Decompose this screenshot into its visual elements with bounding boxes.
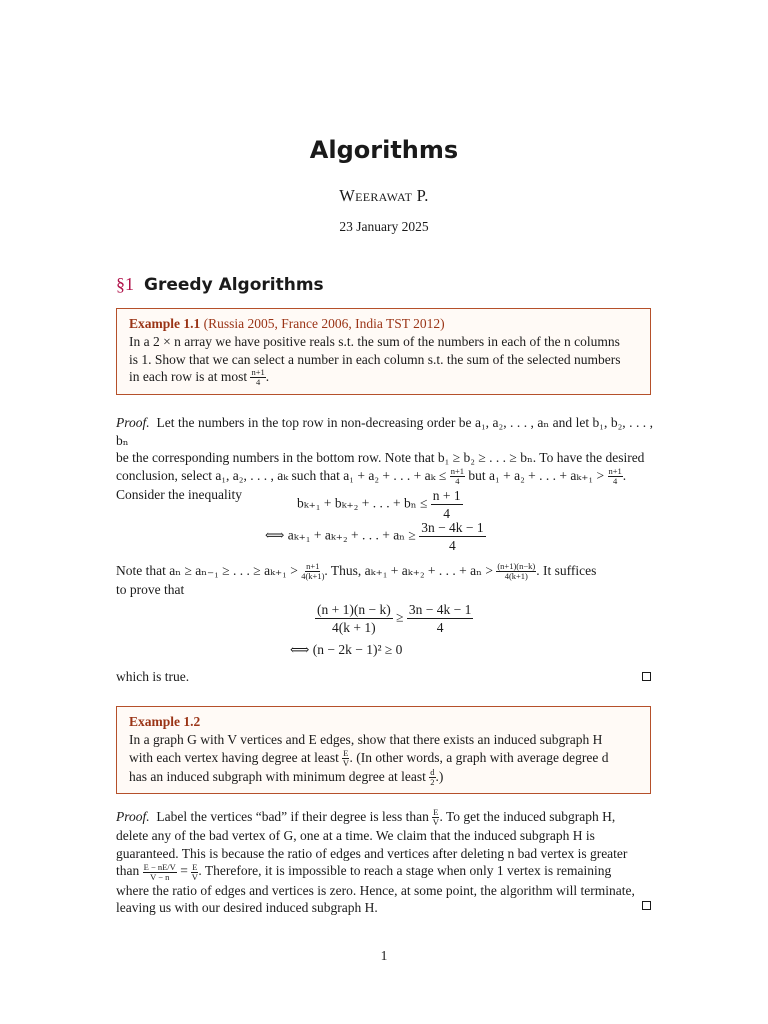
fraction: $\frac{(n + 1)(n - k)}{4(k + 1)}$ bbox=[317, 602, 391, 635]
note-line: to prove that bbox=[116, 582, 185, 598]
qed-square-icon bbox=[642, 672, 651, 681]
proof-2-text: Label the vertices “bad” if their degree is less than bbox=[156, 809, 429, 824]
fraction: $\frac{n+1}{4}$ bbox=[608, 465, 622, 486]
proof-1-line: Consider the inequality bbox=[116, 486, 242, 502]
fraction: $\frac{E}{V}$ bbox=[432, 807, 439, 828]
relation: ≥ bbox=[396, 609, 404, 625]
equation-1 bbox=[297, 488, 463, 521]
proof-1-line: be the corresponding numbers in the bottom row. Note that b₁ ≥ b₂ ≥ . . . ≥ bₙ. To have the desired bbox=[116, 450, 645, 465]
proof-2-text: . To get the induced subgraph H, bbox=[439, 809, 616, 824]
proof-2-line: leaving us with our desired induced subgraph H. bbox=[116, 900, 378, 916]
example-2-line bbox=[129, 768, 638, 787]
fraction: $\frac{d}{2}$ bbox=[430, 767, 435, 788]
section-title: Greedy Algorithms bbox=[144, 275, 324, 295]
author-name: Weerawat P. bbox=[339, 186, 429, 205]
proof-1-line bbox=[116, 414, 653, 449]
example-2-line bbox=[129, 749, 638, 768]
proof-label: Proof. bbox=[116, 415, 150, 430]
proof-2-line: delete any of the bad vertex of G, one at a time. We claim that the induced subgraph H is bbox=[116, 828, 595, 844]
example-box-2 bbox=[116, 706, 651, 794]
equation-3 bbox=[315, 602, 473, 635]
example-2-line: In a graph G with V vertices and E edges, show that there exists an induced subgraph H bbox=[129, 732, 603, 747]
fraction: $\frac{n + 1}{4}$ bbox=[432, 488, 461, 521]
note-text: Note that aₙ ≥ aₙ₋₁ ≥ . . . ≥ aₖ₊₁ > bbox=[116, 563, 298, 578]
fraction: $\frac{3n - 4k - 1}{4}$ bbox=[408, 602, 472, 635]
equation-2-lhs: ⟺ aₖ₊₁ + aₖ₊₂ + . . . + aₙ ≥ bbox=[265, 527, 416, 543]
fraction: $\frac{3n - 4k - 1}{4}$ bbox=[421, 520, 484, 553]
section-heading bbox=[116, 274, 324, 295]
example-2-label: Example 1.2 bbox=[129, 714, 201, 729]
example-1-line: is 1. Show that we can select a number in each column s.t. the sum of the selected numbers bbox=[129, 351, 621, 367]
example-box-1 bbox=[116, 308, 651, 395]
example-2-text: has an induced subgraph with minimum degree at least bbox=[129, 768, 426, 784]
example-1-line: in each row is at most $\frac{n+1}{4}$ . bbox=[129, 367, 270, 388]
proof-label: Proof. bbox=[116, 809, 150, 824]
example-1-header bbox=[129, 315, 638, 333]
proof-2-text: . Therefore, it is impossible to reach a stage when only 1 vertex is remaining bbox=[198, 863, 612, 879]
example-2-text: .) bbox=[435, 768, 444, 784]
example-2-text: . (In other words, a graph with average degree d bbox=[349, 749, 609, 765]
proof-1-text: but a₁ + a₂ + . . . + aₖ₊₁ > bbox=[468, 467, 605, 483]
proof-2-line: guaranteed. This is because the ratio of edges and vertices after deleting n bad vertex is greater bbox=[116, 845, 628, 861]
page-number: 1 bbox=[380, 948, 388, 963]
example-1-line-text: in each row is at most bbox=[129, 369, 248, 384]
proof-2-text: than bbox=[116, 863, 140, 879]
proof-1-line: conclusion, select a₁, a₂, . . . , aₖ such that a₁ + a₂ + . . . + aₖ ≤ $\frac{n+1}{4}$ but a₁ + a₂ + . . . + aₖ₊₁ > $\frac{n+1}{4}$ . bbox=[116, 465, 627, 486]
relation: = bbox=[180, 863, 188, 879]
proof-1-closing: which is true. bbox=[116, 669, 190, 684]
fraction: $\frac{n+1}{4(k+1)}$ bbox=[301, 561, 325, 582]
proof-1-text: conclusion, select a₁, a₂, . . . , aₖ such that a₁ + a₂ + . . . + aₖ ≤ bbox=[116, 467, 447, 483]
note-text: . Thus, aₖ₊₁ + aₖ₊₂ + . . . + aₙ > bbox=[324, 563, 493, 578]
proof-2-line bbox=[116, 862, 653, 881]
equation-1-lhs: bₖ₊₁ + bₖ₊₂ + . . . + bₙ ≤ bbox=[297, 495, 428, 511]
document-title: Algorithms bbox=[309, 136, 459, 164]
fraction: $\frac{(n+1)(n-k)}{4(k+1)}$ bbox=[497, 561, 536, 582]
example-2-header bbox=[129, 713, 638, 731]
qed-square-icon bbox=[642, 901, 651, 910]
note-paragraph bbox=[116, 562, 653, 599]
fraction: $\frac{E}{V}$ bbox=[342, 747, 349, 768]
fraction: $\frac{E}{V}$ bbox=[191, 861, 198, 882]
fraction: $\frac{E - nE/V}{V - n}$ bbox=[143, 861, 176, 882]
proof-2-line: where the ratio of edges and vertices is zero. Hence, at some point, the algorithm will terminate, bbox=[116, 882, 635, 898]
example-1-line: In a 2 × n array we have positive reals s.t. the sum of the numbers in each of the n columns bbox=[129, 334, 620, 349]
proof-2-line bbox=[116, 808, 653, 827]
example-1-source: (Russia 2005, France 2006, India TST 2012) bbox=[203, 316, 445, 331]
fraction: $\frac{n+1}{4}$ bbox=[450, 465, 465, 486]
note-line bbox=[116, 562, 653, 581]
example-1-label: Example 1.1 bbox=[129, 316, 201, 331]
document-date: 23 January 2025 bbox=[339, 219, 429, 234]
section-number: §1 bbox=[116, 274, 134, 294]
proof-2 bbox=[116, 808, 653, 917]
equation-4: ⟺ (n − 2k − 1)² ≥ 0 bbox=[290, 642, 403, 657]
example-2-text: with each vertex having degree at least bbox=[129, 749, 339, 765]
proof-1-text: Let the numbers in the top row in non-decreasing order be a₁, a₂, . . . , aₙ and let b₁, b₂, . . . , bₙ bbox=[116, 415, 654, 448]
note-text: . It suffices bbox=[536, 563, 597, 578]
fraction: $\frac{n+1}{4}$ bbox=[251, 367, 265, 388]
equation-2 bbox=[265, 520, 486, 553]
